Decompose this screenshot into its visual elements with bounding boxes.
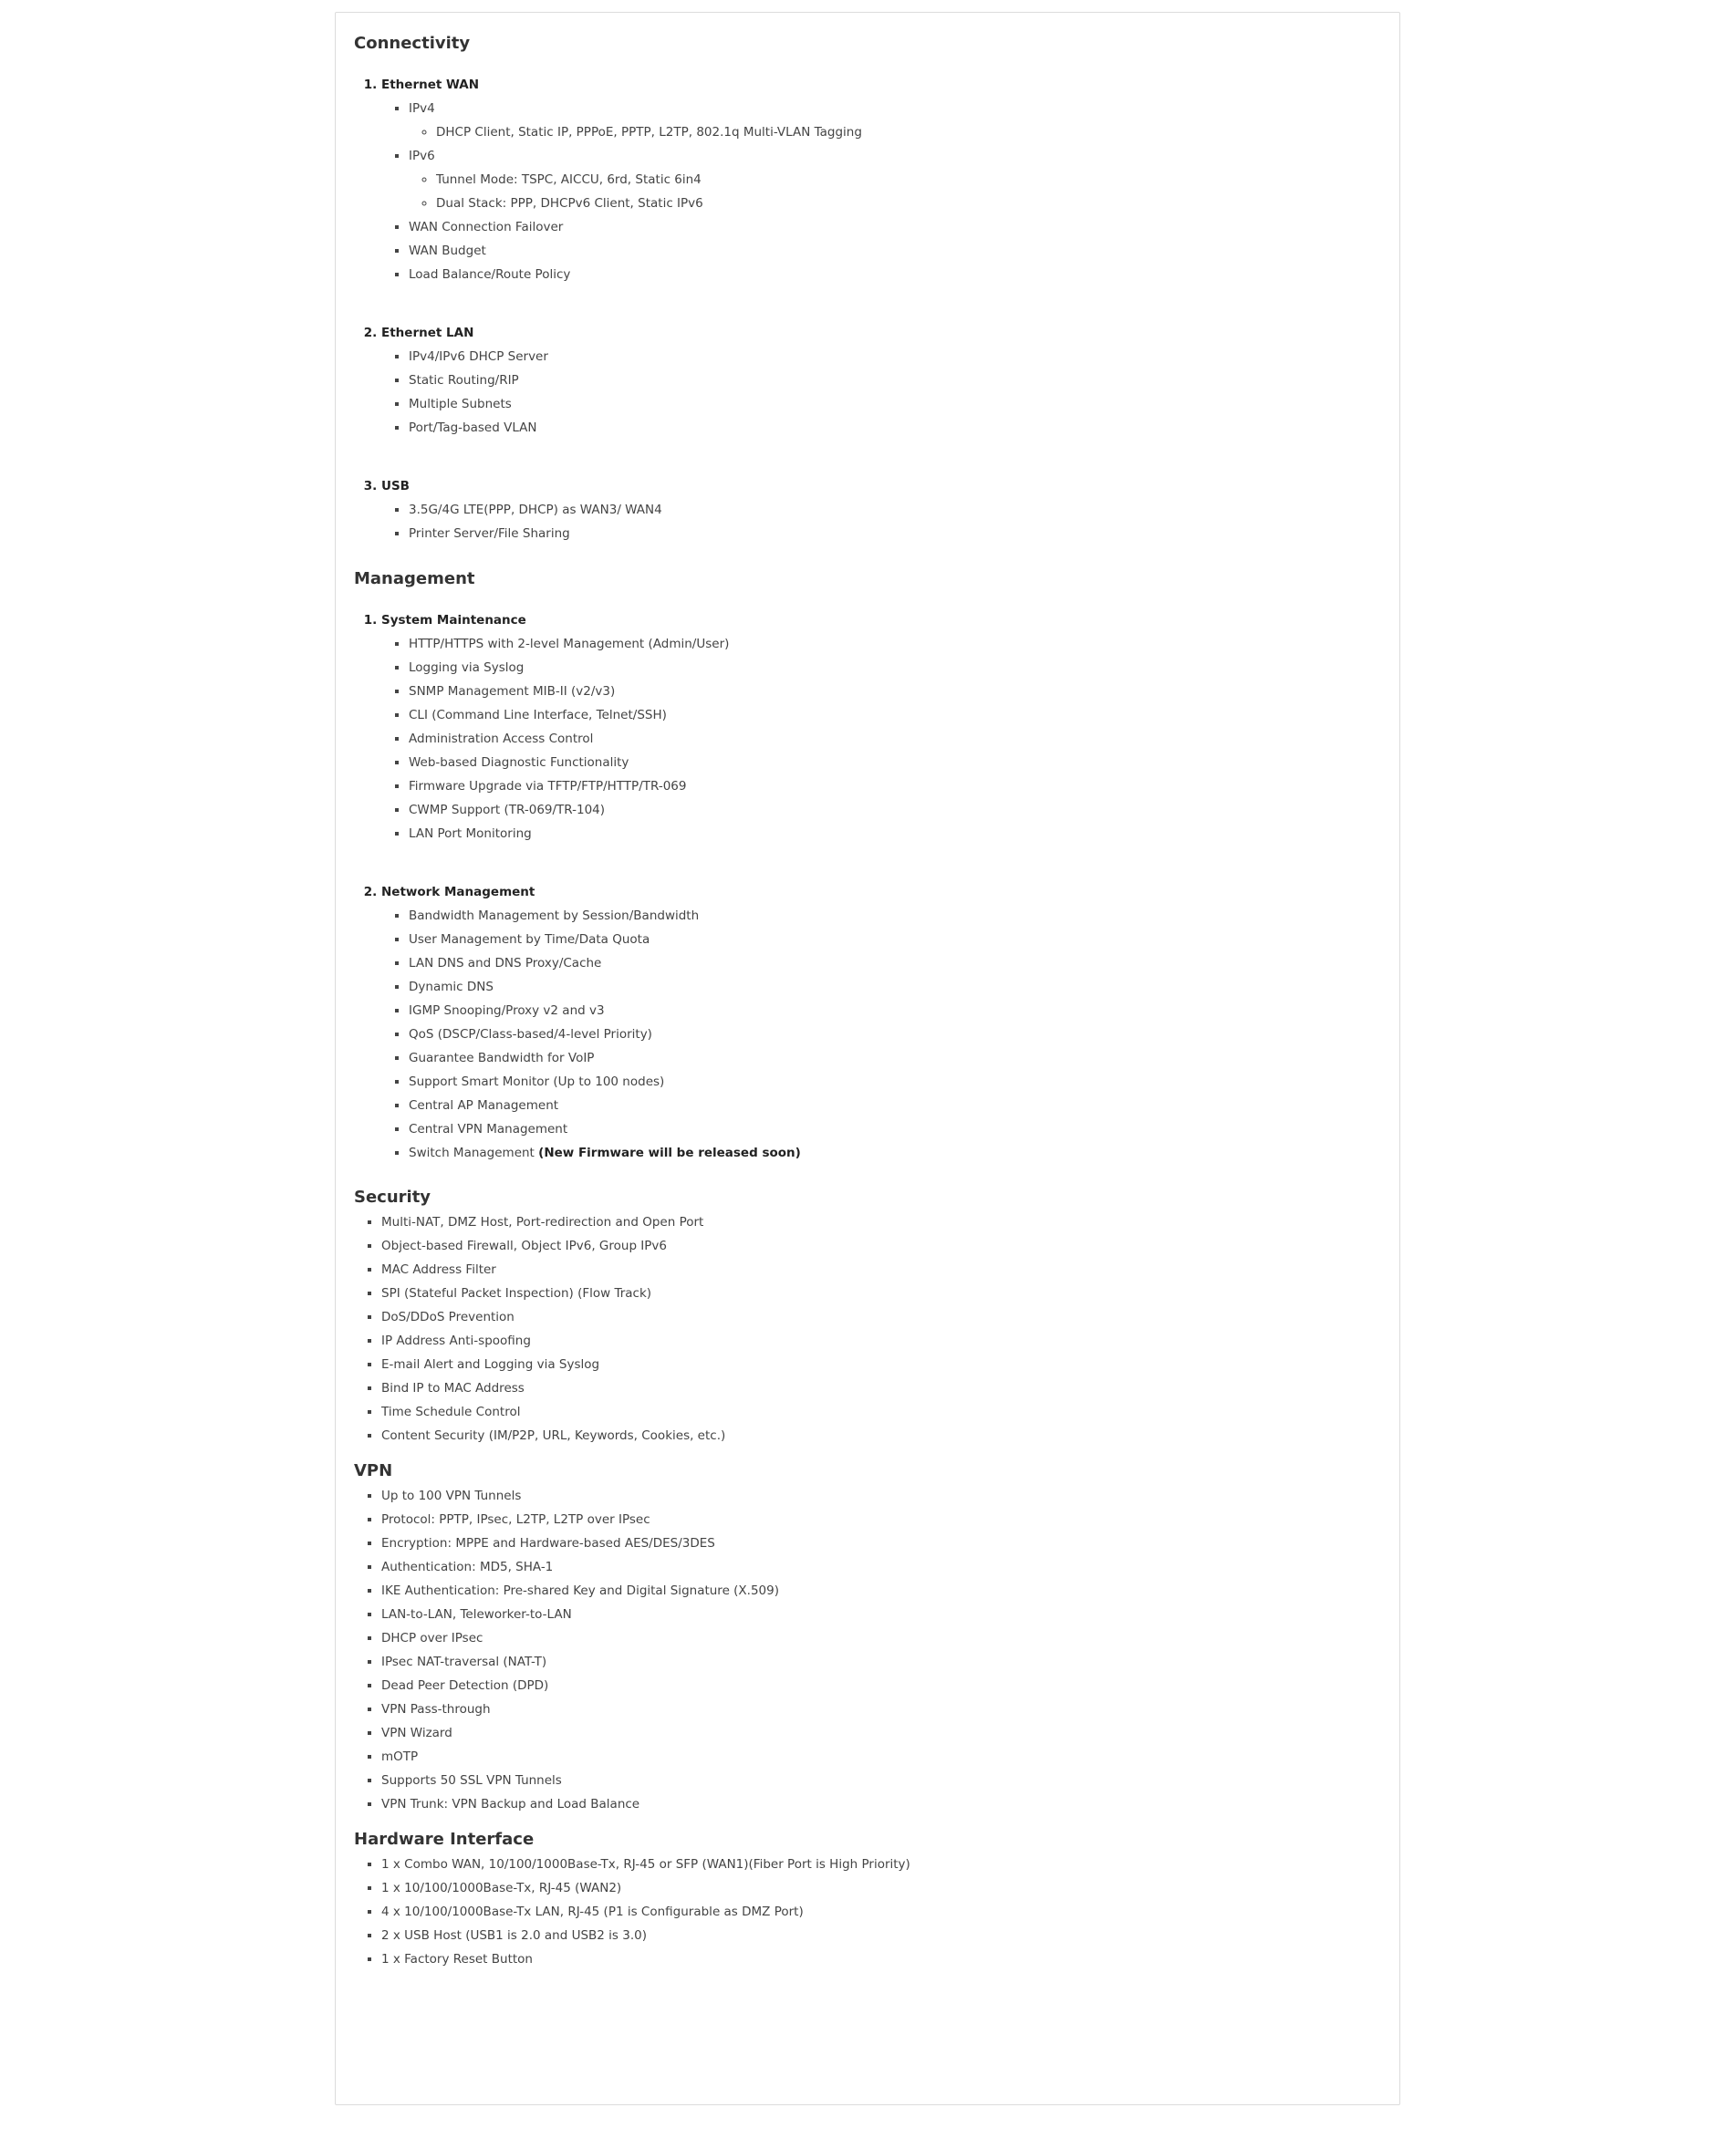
list-item: ▪ Load Balance/Route Policy	[409, 263, 1381, 286]
list-item: ▪ Firmware Upgrade via TFTP/FTP/HTTP/TR-069	[409, 774, 1381, 798]
list-item: ▪ 2 x USB Host (USB1 is 2.0 and USB2 is 3.0)	[381, 1924, 1381, 1947]
ethernet-wan-items	[381, 97, 1381, 286]
list-item: ▪ WAN Connection Failover	[409, 215, 1381, 239]
group-system-maintenance	[381, 608, 1381, 880]
list-item: ◦ DHCP Client, Static IP, PPPoE, PPTP, L2TP, 802.1q Multi-VLAN Tagging	[436, 120, 1381, 144]
list-item: ▪ Content Security (IM/P2P, URL, Keywords, Cookies, etc.)	[381, 1424, 1381, 1448]
list-item: ▪ SNMP Management MIB-II (v2/v3)	[409, 680, 1381, 703]
group-usb	[381, 474, 1381, 545]
list-item: ▪ E-mail Alert and Logging via Syslog	[381, 1353, 1381, 1376]
list-item: ▪ IGMP Snooping/Proxy v2 and v3	[409, 999, 1381, 1023]
list-item: ▪ MAC Address Filter	[381, 1258, 1381, 1282]
list-item: ▪ User Management by Time/Data Quota	[409, 928, 1381, 951]
list-item: ▪ Logging via Syslog	[409, 656, 1381, 680]
list-item	[409, 1141, 1381, 1165]
network-management-items	[381, 904, 1381, 1165]
ipv6-sub-items	[409, 168, 1381, 215]
list-item: ▪ VPN Trunk: VPN Backup and Load Balance	[381, 1792, 1381, 1816]
system-maintenance-items	[381, 632, 1381, 846]
list-item: ▪ 1 x Combo WAN, 10/100/1000Base-Tx, RJ-45 or SFP (WAN1)(Fiber Port is High Priority)	[381, 1853, 1381, 1876]
list-item: ▪ Protocol: PPTP, IPsec, L2TP, L2TP over IPsec	[381, 1508, 1381, 1531]
switch-management-note: (New Firmware will be released soon)	[538, 1146, 801, 1160]
list-item: ▪ WAN Budget	[409, 239, 1381, 263]
group-title: Ethernet WAN	[381, 78, 480, 92]
list-item: ▪ Dead Peer Detection (DPD)	[381, 1674, 1381, 1697]
list-item: ▪ IP Address Anti-spoofing	[381, 1329, 1381, 1353]
security-items	[354, 1210, 1381, 1448]
list-item: ▪ Dynamic DNS	[409, 975, 1381, 999]
list-item: ▪ 1 x 10/100/1000Base-Tx, RJ-45 (WAN2)	[381, 1876, 1381, 1900]
section-title-connectivity: Connectivity	[354, 34, 471, 53]
list-item: ▪ VPN Wizard	[381, 1721, 1381, 1745]
list-item: ▪ Bind IP to MAC Address	[381, 1376, 1381, 1400]
switch-management-label: Switch Management	[409, 1146, 539, 1160]
list-item: ▪ IPv4/IPv6 DHCP Server	[409, 345, 1381, 369]
list-item	[409, 97, 1381, 144]
group-title: USB	[381, 479, 410, 493]
list-item: ▪ Bandwidth Management by Session/Bandwidth	[409, 904, 1381, 928]
list-item: ▪ 1 x Factory Reset Button	[381, 1947, 1381, 1971]
list-item: ▪ Port/Tag-based VLAN	[409, 416, 1381, 440]
list-item: ▪ LAN-to-LAN, Teleworker-to-LAN	[381, 1603, 1381, 1626]
management-groups	[354, 608, 1381, 1165]
list-item: ▪ Administration Access Control	[409, 727, 1381, 751]
list-item: ▪ CLI (Command Line Interface, Telnet/SSH)	[409, 703, 1381, 727]
list-item: ▪ Central AP Management	[409, 1094, 1381, 1117]
spec-card	[335, 12, 1400, 2105]
list-item: ▪ Static Routing/RIP	[409, 369, 1381, 392]
list-item: ▪ Guarantee Bandwidth for VoIP	[409, 1046, 1381, 1070]
list-item: ▪ SPI (Stateful Packet Inspection) (Flow Track)	[381, 1282, 1381, 1305]
list-item	[409, 144, 1381, 215]
section-title-vpn: VPN	[354, 1461, 393, 1480]
ipv4-sub-items	[409, 120, 1381, 144]
vpn-items	[354, 1484, 1381, 1816]
list-item: ◦ Tunnel Mode: TSPC, AICCU, 6rd, Static 6in4	[436, 168, 1381, 192]
section-title-management: Management	[354, 569, 475, 588]
group-network-management	[381, 880, 1381, 1165]
list-item: ▪ Time Schedule Control	[381, 1400, 1381, 1424]
ethernet-lan-items	[381, 345, 1381, 440]
usb-items	[381, 498, 1381, 545]
list-item: ▪ CWMP Support (TR-069/TR-104)	[409, 798, 1381, 822]
list-item: ▪ IPsec NAT-traversal (NAT-T)	[381, 1650, 1381, 1674]
group-title: System Maintenance	[381, 613, 526, 628]
list-item: ▪ Up to 100 VPN Tunnels	[381, 1484, 1381, 1508]
list-item: ▪ Multiple Subnets	[409, 392, 1381, 416]
list-item: ▪ QoS (DSCP/Class-based/4-level Priority)	[409, 1023, 1381, 1046]
list-item: ▪ Multi-NAT, DMZ Host, Port-redirection and Open Port	[381, 1210, 1381, 1234]
list-item: ▪ 3.5G/4G LTE(PPP, DHCP) as WAN3/ WAN4	[409, 498, 1381, 522]
group-title: Network Management	[381, 885, 535, 899]
list-item: ▪ Authentication: MD5, SHA-1	[381, 1555, 1381, 1579]
list-item-label: IPv6	[409, 149, 435, 163]
list-item: ▪ mOTP	[381, 1745, 1381, 1769]
group-ethernet-lan	[381, 321, 1381, 474]
section-title-hardware-interface: Hardware Interface	[354, 1830, 535, 1849]
list-item-label: IPv4	[409, 101, 435, 116]
group-ethernet-wan	[381, 73, 1381, 321]
hardware-items	[354, 1853, 1381, 1971]
list-item: ◦ Dual Stack: PPP, DHCPv6 Client, Static IPv6	[436, 192, 1381, 215]
list-item: ▪ DoS/DDoS Prevention	[381, 1305, 1381, 1329]
list-item: ▪ Object-based Firewall, Object IPv6, Group IPv6	[381, 1234, 1381, 1258]
list-item: ▪ 4 x 10/100/1000Base-Tx LAN, RJ-45 (P1 is Configurable as DMZ Port)	[381, 1900, 1381, 1924]
list-item: ▪ Support Smart Monitor (Up to 100 nodes)	[409, 1070, 1381, 1094]
list-item: ▪ Supports 50 SSL VPN Tunnels	[381, 1769, 1381, 1792]
list-item: ▪ Printer Server/File Sharing	[409, 522, 1381, 545]
list-item: ▪ VPN Pass-through	[381, 1697, 1381, 1721]
section-title-security: Security	[354, 1188, 431, 1207]
list-item: ▪ IKE Authentication: Pre-shared Key and Digital Signature (X.509)	[381, 1579, 1381, 1603]
list-item: ▪ LAN DNS and DNS Proxy/Cache	[409, 951, 1381, 975]
list-item: ▪ Central VPN Management	[409, 1117, 1381, 1141]
list-item: ▪ Encryption: MPPE and Hardware-based AES/DES/3DES	[381, 1531, 1381, 1555]
list-item: ▪ LAN Port Monitoring	[409, 822, 1381, 846]
connectivity-groups	[354, 73, 1381, 545]
list-item: ▪ DHCP over IPsec	[381, 1626, 1381, 1650]
list-item: ▪ HTTP/HTTPS with 2-level Management (Admin/User)	[409, 632, 1381, 656]
group-title: Ethernet LAN	[381, 326, 474, 340]
list-item: ▪ Web-based Diagnostic Functionality	[409, 751, 1381, 774]
